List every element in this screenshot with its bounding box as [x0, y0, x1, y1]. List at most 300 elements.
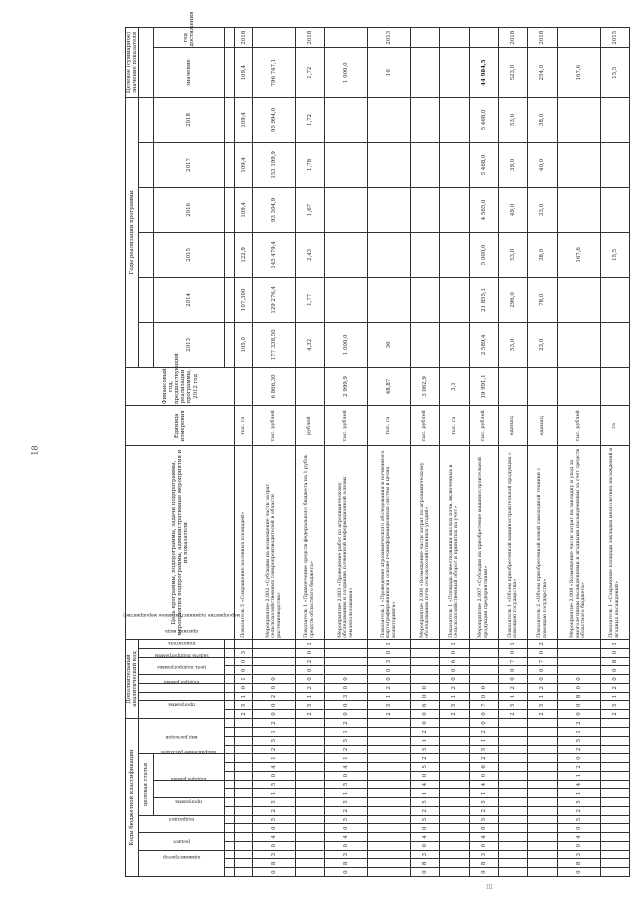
code-cell: 2	[469, 806, 498, 815]
code-cell: 0	[235, 657, 253, 666]
code-cell	[600, 789, 629, 798]
header-indicator-text: показатель	[167, 639, 196, 645]
code-cell: 0	[368, 648, 411, 657]
code-cell: 5	[325, 798, 368, 807]
code-cell: 0	[498, 675, 527, 684]
header-year-spacer	[139, 187, 154, 232]
row-year-value	[325, 97, 368, 142]
code-cell	[600, 780, 629, 789]
row-fin-year-value: 3 062,9	[410, 367, 439, 405]
code-cell: 5	[440, 701, 469, 710]
table-row	[252, 28, 295, 877]
code-cell: 5	[235, 701, 253, 710]
code-cell: 0	[469, 868, 498, 877]
header-index-cell	[225, 28, 235, 48]
code-cell	[440, 727, 469, 736]
code-cell	[498, 850, 527, 859]
row-name: Показатель 5 «Сокращение посевных площадей»	[235, 446, 253, 639]
header-index-cell	[225, 868, 235, 877]
code-cell	[295, 727, 324, 736]
header-index-cell	[225, 789, 235, 798]
code-cell	[295, 745, 324, 754]
code-cell: 8	[557, 859, 600, 868]
code-cell	[440, 824, 469, 833]
header-program	[139, 701, 225, 719]
code-cell: 2	[368, 683, 411, 692]
header-final-year: год достижения	[154, 28, 225, 48]
row-name: Показатель 1 «Проведение агрохимического обследования и почвенного картографирования на основе геоинформационных систем в целях мониторинга»	[368, 446, 411, 639]
code-cell: 5	[557, 736, 600, 745]
row-year-value	[557, 187, 600, 232]
code-cell: 0	[469, 824, 498, 833]
code-cell	[528, 780, 557, 789]
header-goal: Цель программы, подпрограммы, задачи подпрограммы, мероприятия подпрограммы, административные мероприятия и их показатели	[126, 446, 235, 639]
code-cell: 2	[528, 683, 557, 692]
code-cell: 0	[410, 692, 439, 701]
code-cell	[368, 789, 411, 798]
code-cell: 3	[410, 850, 439, 859]
row-final-value: 1 000,0	[325, 48, 368, 97]
code-cell: 1	[295, 639, 324, 648]
code-cell	[410, 639, 439, 648]
code-cell: 2	[600, 683, 629, 692]
page-number: 18	[30, 445, 40, 456]
code-cell	[600, 859, 629, 868]
row-name: Мероприятие 2.006 «Возмещение части затрат по агрохимическому обследованию почв сельскохозяйственных угодий»	[410, 446, 439, 639]
header-index-cell	[225, 648, 235, 657]
code-cell: 0	[410, 710, 439, 719]
row-name: Мероприятие 2.007 «Субсидии на приобретение машиностроительной продукции предприятиями»	[469, 446, 498, 639]
code-cell	[528, 824, 557, 833]
row-fin-year-value: 2 999,9	[325, 367, 368, 405]
code-cell	[498, 824, 527, 833]
code-cell: 0	[528, 666, 557, 675]
row-year-value: 105,0	[235, 322, 253, 367]
code-cell: 8	[557, 692, 600, 701]
row-year-value	[600, 142, 629, 187]
code-cell: 1	[498, 692, 527, 701]
code-cell: 4	[252, 833, 295, 842]
code-cell: 0	[410, 683, 439, 692]
header-index-cell	[225, 142, 235, 187]
code-cell: 1	[600, 639, 629, 648]
row-year-value: 153 199,9	[252, 142, 295, 187]
row-year-value	[557, 142, 600, 187]
code-cell: 1	[498, 639, 527, 648]
row-year-value	[440, 322, 469, 367]
row-final-value: 796 747,1	[252, 48, 295, 97]
row-final-value: 109,4	[235, 48, 253, 97]
row-year-value: 5 468,0	[469, 142, 498, 187]
header-index-cell	[225, 850, 235, 859]
row-year-value: 5 000,0	[469, 232, 498, 277]
code-cell: 1	[469, 736, 498, 745]
code-cell: 4	[325, 833, 368, 842]
row-fin-year-value	[235, 367, 253, 405]
row-fin-year-value	[528, 367, 557, 405]
code-cell: 5	[498, 701, 527, 710]
code-cell: 0	[557, 841, 600, 850]
row-year-value: 1,78	[295, 142, 324, 187]
code-cell	[600, 754, 629, 763]
header-subprogram-code	[154, 776, 225, 798]
code-cell: 6	[440, 657, 469, 666]
row-year-value: 1,77	[295, 277, 324, 322]
code-cell: 0	[325, 841, 368, 850]
code-cell	[295, 798, 324, 807]
code-cell	[440, 745, 469, 754]
code-cell: 0	[469, 718, 498, 727]
row-year-value	[368, 277, 411, 322]
code-cell: 2	[410, 806, 439, 815]
row-unit: тыс. га	[368, 406, 411, 446]
code-cell	[368, 850, 411, 859]
row-year-value: 167,6	[557, 232, 600, 277]
code-cell: 4	[469, 780, 498, 789]
header-subprogram-text: подпрограмма	[163, 679, 200, 685]
code-cell: 0	[325, 701, 368, 710]
header-index-cell	[225, 97, 235, 142]
row-year-value	[600, 97, 629, 142]
row-final-year	[325, 28, 368, 48]
code-cell: 1	[557, 771, 600, 780]
row-final-value: 167,6	[557, 48, 600, 97]
code-cell: 2	[410, 754, 439, 763]
row-year-value: 93 304,9	[252, 187, 295, 232]
code-cell: 1	[252, 754, 295, 763]
row-year-value: 109,4	[235, 97, 253, 142]
row-year-value	[440, 277, 469, 322]
header-index-cell	[225, 322, 235, 367]
code-cell: 0	[295, 648, 324, 657]
row-year-value	[440, 187, 469, 232]
code-cell	[600, 763, 629, 772]
code-cell: 0	[498, 666, 527, 675]
row-year-value	[325, 277, 368, 322]
code-cell: 0	[600, 648, 629, 657]
code-cell: 2	[557, 806, 600, 815]
row-year-value	[557, 322, 600, 367]
code-cell	[368, 745, 411, 754]
row-year-value: 109,4	[235, 187, 253, 232]
row-final-year: 2013	[368, 28, 411, 48]
code-cell: 4	[410, 780, 439, 789]
row-year-value: 1,72	[295, 97, 324, 142]
row-year-value	[600, 277, 629, 322]
code-cell: 5	[557, 815, 600, 824]
code-cell	[368, 841, 411, 850]
row-year-value	[325, 142, 368, 187]
code-cell	[528, 754, 557, 763]
code-cell	[440, 850, 469, 859]
code-cell: 2	[252, 718, 295, 727]
code-cell: 5	[410, 745, 439, 754]
header-index-cell	[225, 232, 235, 277]
code-cell: 1	[368, 692, 411, 701]
code-cell	[600, 727, 629, 736]
code-cell	[528, 736, 557, 745]
code-cell	[235, 780, 253, 789]
header-index-cell	[225, 692, 235, 701]
code-cell	[235, 850, 253, 859]
table-row	[557, 28, 600, 877]
code-cell	[528, 815, 557, 824]
code-cell: 5	[295, 701, 324, 710]
code-cell: 2	[325, 718, 368, 727]
code-cell: 3	[557, 850, 600, 859]
row-year-value: 40,0	[528, 142, 557, 187]
code-cell	[600, 771, 629, 780]
code-cell: 1	[440, 692, 469, 701]
row-year-value	[440, 97, 469, 142]
header-index-cell	[225, 771, 235, 780]
code-cell	[440, 815, 469, 824]
row-year-value: 15,5	[600, 232, 629, 277]
code-cell	[498, 868, 527, 877]
row-final-year: 2018	[295, 28, 324, 48]
row-name: Мероприятие 2.008 «Возмещение части затрат на закладку и уход за многолетними насаждениями и ягодными насаждениями за счет средств областного бюджета»	[557, 446, 600, 639]
row-year-value: 33,0	[528, 187, 557, 232]
header-analytic-codes: Дополнительный аналитический код	[126, 639, 139, 718]
code-cell: 0	[325, 675, 368, 684]
code-cell: 0	[440, 675, 469, 684]
code-cell: 1	[600, 692, 629, 701]
header-index-cell	[225, 675, 235, 684]
row-year-value: 5 468,0	[469, 97, 498, 142]
header-section-text: раздел	[173, 838, 190, 844]
header-index-cell	[225, 701, 235, 710]
code-cell	[498, 780, 527, 789]
row-name: Показатель 1 «Сохранение площади закладки многолетних насаждений и ягодных насаждений»	[600, 446, 629, 639]
row-year-value	[325, 232, 368, 277]
header-task-text: цель подпрограммы	[157, 663, 206, 669]
code-cell: 8	[600, 657, 629, 666]
code-cell: 0	[252, 868, 295, 877]
code-cell	[498, 806, 527, 815]
code-cell: 0	[557, 683, 600, 692]
code-cell: 0	[325, 683, 368, 692]
code-cell: 5	[410, 815, 439, 824]
row-year-value: 36	[368, 322, 411, 367]
row-year-value	[410, 322, 439, 367]
code-cell: 1	[325, 754, 368, 763]
header-index-cell	[225, 48, 235, 97]
header-year-2013: 2013	[154, 322, 225, 367]
code-cell	[600, 736, 629, 745]
row-year-value	[410, 232, 439, 277]
code-cell: 2	[410, 727, 439, 736]
code-cell: 0	[368, 675, 411, 684]
code-cell	[368, 798, 411, 807]
row-year-value: 21 855,1	[469, 277, 498, 322]
row-unit: рублей	[295, 406, 324, 446]
code-cell: 4	[252, 763, 295, 772]
row-unit: тыс. га	[440, 406, 469, 446]
code-cell: 5	[252, 736, 295, 745]
row-unit: единиц	[528, 406, 557, 446]
code-cell: 0	[528, 648, 557, 657]
code-cell: 5	[410, 763, 439, 772]
row-year-value	[440, 142, 469, 187]
code-cell: 3	[325, 850, 368, 859]
code-cell	[440, 806, 469, 815]
code-cell	[600, 841, 629, 850]
header-index-cell	[225, 710, 235, 719]
header-direction-text: направление расходов	[161, 748, 217, 754]
code-cell: 2	[557, 718, 600, 727]
row-year-value: 296,0	[498, 277, 527, 322]
code-cell: 0	[469, 683, 498, 692]
code-cell: 1	[469, 789, 498, 798]
program-indicators-table	[123, 11, 630, 877]
row-fin-year-value	[600, 367, 629, 405]
row-final-value	[440, 48, 469, 97]
row-final-year	[469, 28, 498, 48]
code-cell: 5	[469, 798, 498, 807]
code-cell	[498, 789, 527, 798]
code-cell: 5	[325, 780, 368, 789]
code-cell	[498, 815, 527, 824]
header-index-cell	[225, 798, 235, 807]
code-cell: 2	[528, 710, 557, 719]
code-cell: 5	[325, 815, 368, 824]
row-final-value: 523,0	[498, 48, 527, 97]
code-cell: 0	[368, 666, 411, 675]
row-year-value: 38,0	[528, 232, 557, 277]
code-cell	[368, 771, 411, 780]
code-cell	[498, 718, 527, 727]
code-cell	[368, 718, 411, 727]
code-cell: 1	[410, 789, 439, 798]
code-cell	[528, 798, 557, 807]
header-final-spacer	[139, 28, 154, 98]
code-cell	[235, 815, 253, 824]
row-year-value: 2,43	[295, 232, 324, 277]
code-cell: 1	[368, 639, 411, 648]
row-final-value: 1,72	[295, 48, 324, 97]
code-cell	[295, 850, 324, 859]
row-final-year	[440, 28, 469, 48]
row-year-value	[600, 322, 629, 367]
header-index-cell	[225, 824, 235, 833]
row-year-value: 145 479,4	[252, 232, 295, 277]
code-cell	[235, 736, 253, 745]
header-index-cell	[225, 745, 235, 754]
row-name: Показатель 2 «Объем приобретенной новой самоходной техники с помощью государства»	[528, 446, 557, 639]
header-subsection	[139, 815, 225, 833]
row-unit: единиц	[498, 406, 527, 446]
row-year-value	[368, 97, 411, 142]
code-cell: 1	[325, 727, 368, 736]
header-subprogram-code-text: подпрограмма	[171, 776, 207, 782]
code-cell	[295, 789, 324, 798]
code-cell	[600, 824, 629, 833]
header-year-2018: 2018	[154, 97, 225, 142]
code-cell: 0	[469, 771, 498, 780]
row-year-value	[410, 187, 439, 232]
code-cell: 0	[325, 710, 368, 719]
row-fin-year-value: 3,1	[440, 367, 469, 405]
code-cell: 0	[295, 675, 324, 684]
code-cell: 1	[235, 692, 253, 701]
row-unit: тыс. рублей	[469, 406, 498, 446]
code-cell	[295, 763, 324, 772]
row-final-year	[410, 28, 439, 48]
header-year-spacer	[139, 232, 154, 277]
code-cell: 5	[252, 780, 295, 789]
code-cell: 2	[235, 710, 253, 719]
code-cell: 2	[368, 710, 411, 719]
code-cell	[440, 841, 469, 850]
row-year-value: 177 338,50	[252, 322, 295, 367]
code-cell	[600, 806, 629, 815]
header-index-cell	[225, 859, 235, 868]
code-cell: 7	[528, 657, 557, 666]
header-row-1	[126, 28, 139, 877]
row-year-value	[410, 277, 439, 322]
code-cell: 1	[440, 639, 469, 648]
code-cell: 7	[498, 657, 527, 666]
code-cell: 3	[368, 657, 411, 666]
code-cell: 2	[469, 754, 498, 763]
code-cell	[498, 798, 527, 807]
rotated-table-container	[123, 11, 630, 877]
row-final-year	[557, 28, 600, 48]
code-cell: 8	[325, 859, 368, 868]
code-cell	[235, 639, 253, 648]
code-cell: 2	[600, 710, 629, 719]
code-cell: 4	[557, 833, 600, 842]
code-cell: 1	[528, 692, 557, 701]
code-cell: 2	[498, 710, 527, 719]
row-final-year: 2018	[235, 28, 253, 48]
code-cell	[528, 745, 557, 754]
row-final-year: 2018	[528, 28, 557, 48]
code-cell: 5	[557, 798, 600, 807]
scan-mark: Ш	[486, 884, 493, 891]
code-cell	[440, 718, 469, 727]
code-cell	[498, 771, 527, 780]
code-cell: 0	[252, 701, 295, 710]
code-cell	[498, 745, 527, 754]
code-cell	[295, 718, 324, 727]
row-final-year: 2018	[498, 28, 527, 48]
code-cell	[235, 763, 253, 772]
code-cell	[498, 727, 527, 736]
code-cell	[440, 859, 469, 868]
code-cell: 4	[557, 780, 600, 789]
header-index-cell	[225, 683, 235, 692]
code-cell	[528, 859, 557, 868]
code-cell: 6	[410, 701, 439, 710]
code-cell: 0	[410, 868, 439, 877]
code-cell	[368, 763, 411, 772]
header-admin-text: администратор	[162, 853, 201, 859]
code-cell: 6	[469, 763, 498, 772]
row-name: Мероприятие 2.003 «Проведение работ по агрохимическому обследованию и созданию почвенной информационной основы землепользования»	[325, 446, 368, 639]
code-cell: 0	[252, 771, 295, 780]
header-index-cell	[225, 187, 235, 232]
code-cell: 3	[235, 648, 253, 657]
code-cell: 0	[469, 710, 498, 719]
row-unit: тыс. рублей	[252, 406, 295, 446]
code-cell	[325, 639, 368, 648]
code-cell	[235, 824, 253, 833]
table-row	[295, 28, 324, 877]
code-cell	[557, 639, 600, 648]
header-program-code-text: программа	[175, 797, 203, 803]
code-cell: 0	[440, 666, 469, 675]
